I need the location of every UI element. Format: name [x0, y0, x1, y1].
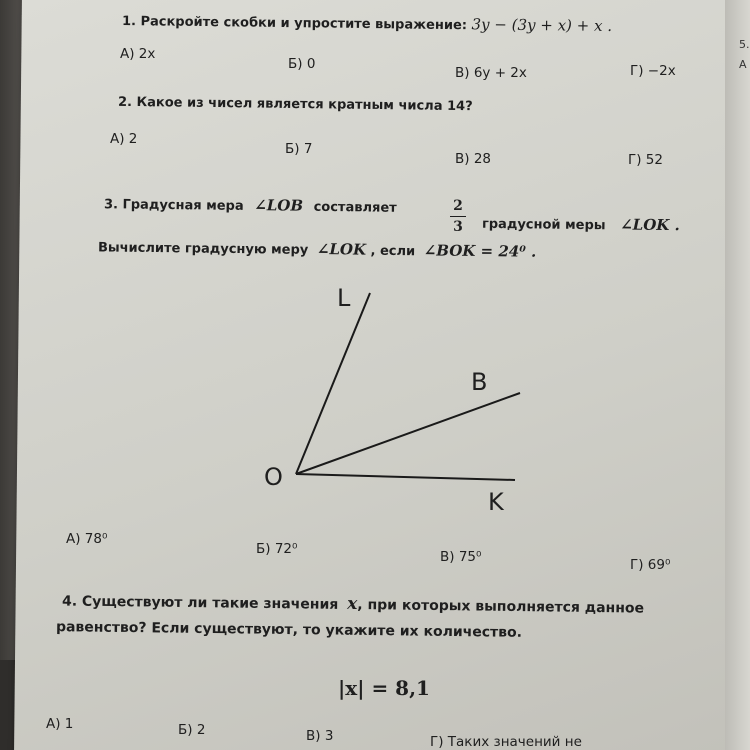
question-4-line-2: равенство? Если существуют, то укажите их количество.: [55, 619, 523, 641]
q4-text-2: , при которых выполняется данное: [357, 597, 645, 617]
q3-text-4: Вычислите градусную меру: [97, 240, 309, 258]
q3-angle-lob: ∠LOB: [254, 196, 304, 215]
q4-option-c: В) 3: [306, 728, 334, 744]
q4-variable: x: [347, 593, 358, 615]
q4-option-d: Г) Таких значений не: [430, 734, 582, 750]
q4-option-a: А) 1: [46, 716, 74, 732]
point-l-label: L: [337, 284, 351, 312]
point-b-label: B: [471, 368, 488, 396]
q4-text-1: 4. Существуют ли такие значения: [61, 593, 339, 613]
q3-option-d: Г) 69⁰: [630, 557, 671, 573]
q3-text-5: , если: [370, 243, 416, 260]
q1-option-d: Г) −2x: [630, 63, 676, 79]
margin-text-2: A: [739, 58, 747, 71]
q3-angle-lok-2: ∠LOK: [316, 239, 367, 259]
point-o-label: O: [264, 463, 283, 491]
q1-option-b: Б) 0: [288, 56, 316, 72]
q3-text-3: градусной меры: [481, 216, 606, 234]
q3-angle-lok: ∠LOK .: [620, 215, 680, 235]
q3-fraction-denominator: 3: [453, 219, 463, 235]
q4-equation: |x| = 8,1: [338, 676, 430, 700]
q1-option-c: В) 6y + 2x: [455, 65, 527, 81]
q2-option-a: А) 2: [110, 131, 138, 147]
question-2: 2. Какое из чисел является кратным числа 14?: [117, 94, 473, 115]
q3-text-1: 3. Градусная мера: [103, 197, 244, 214]
q2-option-c: В) 28: [455, 151, 491, 167]
q2-option-b: Б) 7: [285, 141, 313, 157]
question-1-expression: 3y − (3y + x) + x .: [471, 15, 613, 35]
q3-option-b: Б) 72⁰: [256, 541, 298, 557]
q3-condition: ∠BOK = 24⁰ .: [423, 241, 537, 261]
q4-option-b: Б) 2: [178, 722, 206, 738]
q3-fraction-numerator: 2: [453, 198, 463, 214]
ray-ob: [296, 393, 520, 474]
margin-text-1: 5.: [739, 38, 750, 51]
q3-option-a: А) 78⁰: [66, 531, 108, 547]
q3-option-c: В) 75⁰: [440, 549, 482, 565]
q2-option-d: Г) 52: [628, 152, 663, 168]
q1-option-a: А) 2x: [120, 46, 156, 62]
q3-text-2: составляет: [313, 199, 397, 216]
question-1-text: 1. Раскройте скобки и упростите выражение:: [121, 14, 468, 34]
ray-ol: [296, 293, 370, 474]
ray-ok: [296, 474, 515, 480]
point-k-label: K: [488, 488, 504, 516]
